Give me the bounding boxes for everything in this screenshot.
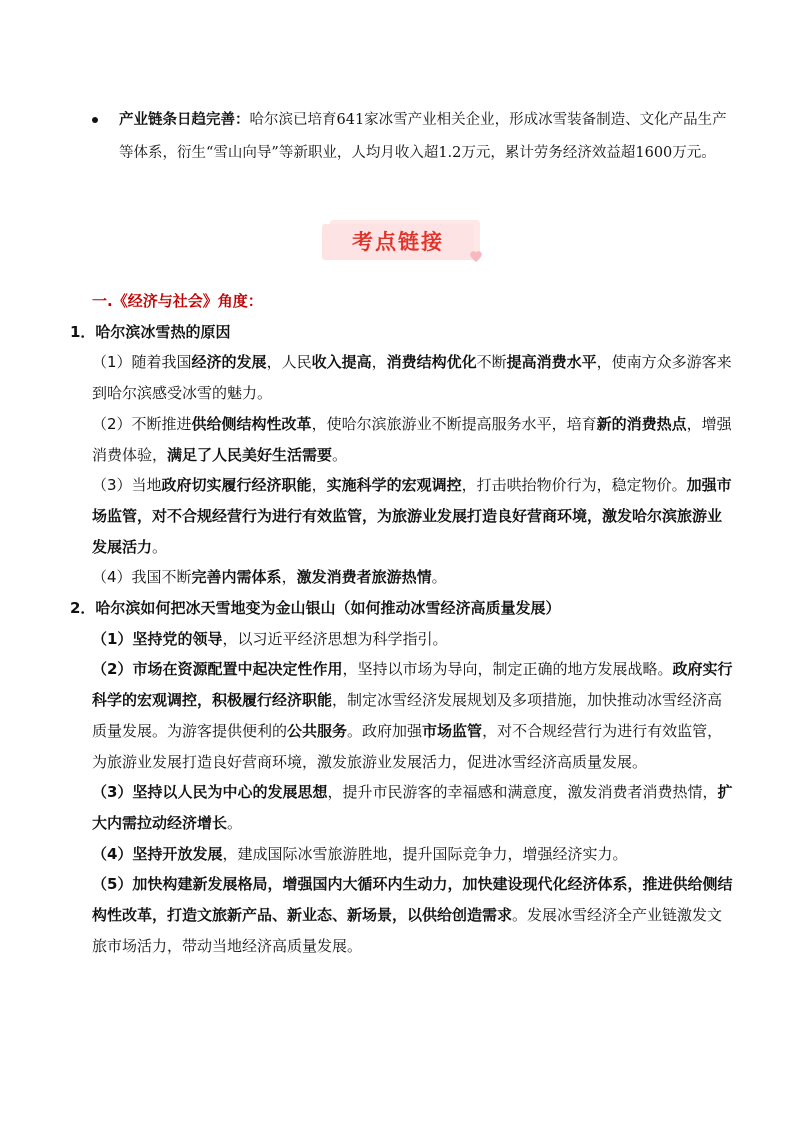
text-run: （4）坚持开放发展 [92,844,223,863]
text-run: 。 [431,568,447,587]
text-run: 扩大内需拉动经济增长 [92,783,733,832]
text-run: （3）当地 [92,476,162,495]
text-run: 。政府加强 [347,721,423,740]
text-run: ， [281,568,297,587]
text-run: 。 [332,445,348,464]
text-run: ，增强消费体验， [92,414,732,464]
text-run: ，对不合规经营行为进行有效监管，为旅游业发展打造良好营商环境，激发旅游业发展活力，促进冰雪经济高质量发展。 [92,721,723,771]
text-run: ，提升市民游客的幸福感和满意度，激发消费者消费热情， [327,783,718,802]
text-run: 收入提高 [311,353,372,372]
section-banner [322,220,484,264]
q2-paragraph-4 [70,839,735,870]
q1-paragraph-3 [70,470,735,562]
question-1-title: 1．哈尔滨冰雪热的原因 [70,322,231,341]
text-run: （2） [92,660,133,679]
text-run: ，人民 [266,353,312,372]
text-run: ，建成国际冰雪旅游胜地，提升国际竞争力，增强经济实力。 [222,844,628,863]
text-run: ，以习近平经济思想为科学指引。 [222,629,448,648]
text-run: 满足了人民美好生活需要 [167,445,333,464]
bullet-body: 哈尔滨已培育641家冰雪产业相关企业，形成冰雪装备制造、文化产品生产等体系，衍生“雪山向导”等新职业，人均月收入超1.2万元，累计劳务经济效益超1600万元。 [119,112,727,161]
text-run: 市场监管 [422,721,483,740]
text-run: ， [311,476,327,495]
text-run: 公共服务 [287,721,348,740]
bullet-lead: 产业链条日趋完善： [119,112,250,128]
text-run: 。发展冰雪经济全产业链激发文旅市场活力，带动当地经济高质量发展。 [92,906,723,955]
text-run: 。 [227,813,243,832]
text-run: 完善内需体系 [191,568,282,587]
text-run: ，使南方众多游客来到哈尔滨感受冰雪的魅力。 [92,353,732,403]
q2-paragraph-1 [70,624,735,655]
text-run: （2）不断推进 [92,414,192,433]
text-run: ，坚持以市场为导向，制定正确的地方发展战略。 [342,660,673,679]
text-run: ，制定冰雪经济发展规划及多项措施，加快推动冰雪经济高质量发展。为游客提供便利的 [92,691,723,740]
text-run: 供给侧结构性改革 [191,414,312,433]
text-run: 加强市场监管，对不合规经营行为进行有效监管，为旅游业发展打造良好营商环境，激发哈尔滨旅游业发展活力 [92,476,732,556]
text-run: ，打击哄抬物价行为，稳定物价。 [461,476,687,495]
banner-title: 考点链接 [352,230,444,254]
text-run: 政府切实履行经济职能 [161,476,312,495]
q2-paragraph-5 [70,869,735,961]
text-run: 不断 [476,353,507,372]
text-run: （1）随着我国 [92,353,192,372]
text-run: 经济的发展 [191,353,267,372]
heart-icon [468,248,484,264]
main-content [70,286,735,961]
text-run: 消费结构优化 [386,353,477,372]
q1-paragraph-4 [70,562,735,593]
text-run: 实施科学的宏观调控 [326,476,462,495]
q2-paragraph-3 [70,777,735,838]
text-run: （3）坚持以人民为中心的发展思想 [92,783,328,802]
question-2-title: 2．哈尔滨如何把冰天雪地变为金山银山（如何推动冰雪经济高质量发展） [70,599,561,618]
text-run: 市场在资源配置中起决定性作用 [132,660,343,679]
text-run: （1）坚持党的领导 [92,629,223,648]
text-run: 。 [152,537,168,556]
q2-paragraph-2 [70,654,735,777]
text-run: ， [371,353,387,372]
section-heading: 一.《经济与社会》角度： [92,292,263,310]
text-run: 政府实行科学的宏观调控，积极履行经济职能 [92,660,733,710]
bullet-paragraph [119,104,732,170]
bullet-item [92,104,732,170]
q1-paragraph-2 [70,409,735,470]
text-run: 新的消费热点 [596,414,687,433]
bullet-dot-icon [92,117,98,123]
text-run: 提高消费水平 [506,353,597,372]
text-run: ，使哈尔滨旅游业不断提高服务水平，培育 [311,414,597,433]
q1-paragraph-1 [70,347,735,408]
text-run: （4）我国不断 [92,568,192,587]
text-run: （5）加快构建新发展格局，增强国内大循环内生动力，加快建设现代化经济体系，推进供给侧结构性改革，打造文旅新产品、新业态、新场景，以供给创造需求 [92,875,733,925]
text-run: 激发消费者旅游热情 [296,568,432,587]
